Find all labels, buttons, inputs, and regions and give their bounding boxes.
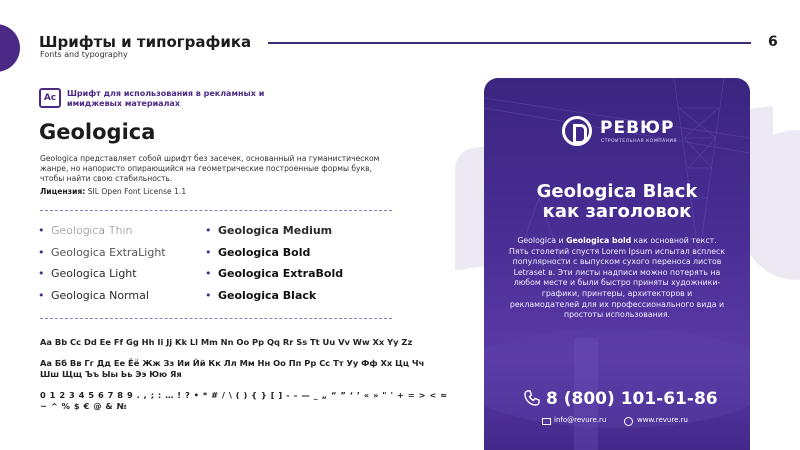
contact-website: www.revure.ru xyxy=(637,416,688,424)
dashed-divider xyxy=(40,318,392,319)
page-number: 6 xyxy=(768,34,778,50)
mail-icon xyxy=(542,418,551,425)
license-label: Лицензия: xyxy=(40,187,86,196)
weight-item: • Geologica ExtraBold xyxy=(205,267,344,280)
license-value: SIL Open Font License 1.1 xyxy=(85,187,187,196)
globe-icon xyxy=(624,417,633,426)
page-title: Шрифты и типографика xyxy=(39,33,252,51)
poster-body-text: Geologica и Geologica bold как основной текст. Пять столетий спустя Lorem Ipsum испытал всплеск популярности с выпуском сухого переноса листов Letraset в. Эти листы надписи можно потерять на любом месте и были быстро приняты художники-графики, принтеры, архитекторов и рекламодателей для их профессионального вида и простоты использования. xyxy=(508,236,726,320)
company-logo-tagline: СТРОИТЕЛЬНАЯ КОМПАНИЯ xyxy=(601,139,678,144)
weight-item: • Geologica Black xyxy=(205,288,317,302)
weight-item: • Geologica Medium xyxy=(205,224,333,237)
weight-item: • Geologica ExtraLight xyxy=(38,245,166,259)
header-divider xyxy=(268,42,751,44)
font-license xyxy=(40,187,186,196)
phone-icon xyxy=(524,390,540,406)
weight-item: • Geologica Bold xyxy=(205,245,311,259)
latin-alphabet: Aa Bb Cc Dd Ee Ff Gg Hh Ii Jj Kk Ll Mm Nn Oo Pp Qq Rr Ss Tt Uu Vv Ww Xx Yy Zz xyxy=(40,337,413,347)
symbols-set: 0 1 2 3 4 5 6 7 8 9 . , ; : … ! ? • * # / \ ( ) { } [ ] - – — _ „ “ ” ‘ ’ « » " ' + = > < ≈ ~ ^ % $ € @ & № xyxy=(40,390,448,411)
weight-item: • Geologica Thin xyxy=(38,224,133,237)
company-logo-name: РЕВЮР xyxy=(600,118,675,138)
poster-heading-line2: как заголовок xyxy=(542,201,692,222)
weight-item: • Geologica Normal xyxy=(38,288,149,302)
weights-list-right xyxy=(205,224,343,310)
weights-list-left xyxy=(38,224,166,310)
font-usage-label: Шрифт для использования в рекламных и имиджевых материалах xyxy=(67,89,265,108)
weight-item: • Geologica Light xyxy=(38,267,137,280)
corner-accent-circle xyxy=(0,24,20,72)
cyrillic-alphabet: Аа Бб Вв Гг Дд Ее Ёё Жж Зз Ии Йй Кк Лл Мм Нн Оо Пп Рр Сс Тт Уу Фф Хх Цц Чч Шш Щщ Ъъ Ыы Ьь Ээ Юю Яя xyxy=(40,358,425,379)
page-subtitle: Fonts and typography xyxy=(40,50,128,59)
contact-phone: 8 (800) 101-61-86 xyxy=(546,389,718,409)
contact-email: info@revure.ru xyxy=(554,416,607,424)
font-icon: Ac xyxy=(39,88,61,108)
font-description: Geologica представляет собой шрифт без засечек, основанный на гуманистическом жанре, но напористо опирающийся на геометрические построенные формы букв, чтобы найти свою стабильность. xyxy=(40,154,380,183)
company-logo-icon xyxy=(562,116,592,146)
poster-card xyxy=(484,78,750,450)
font-name-heading: Geologica xyxy=(39,120,156,144)
dashed-divider xyxy=(40,210,392,211)
poster-heading-line1: Geologica Black xyxy=(536,181,698,202)
